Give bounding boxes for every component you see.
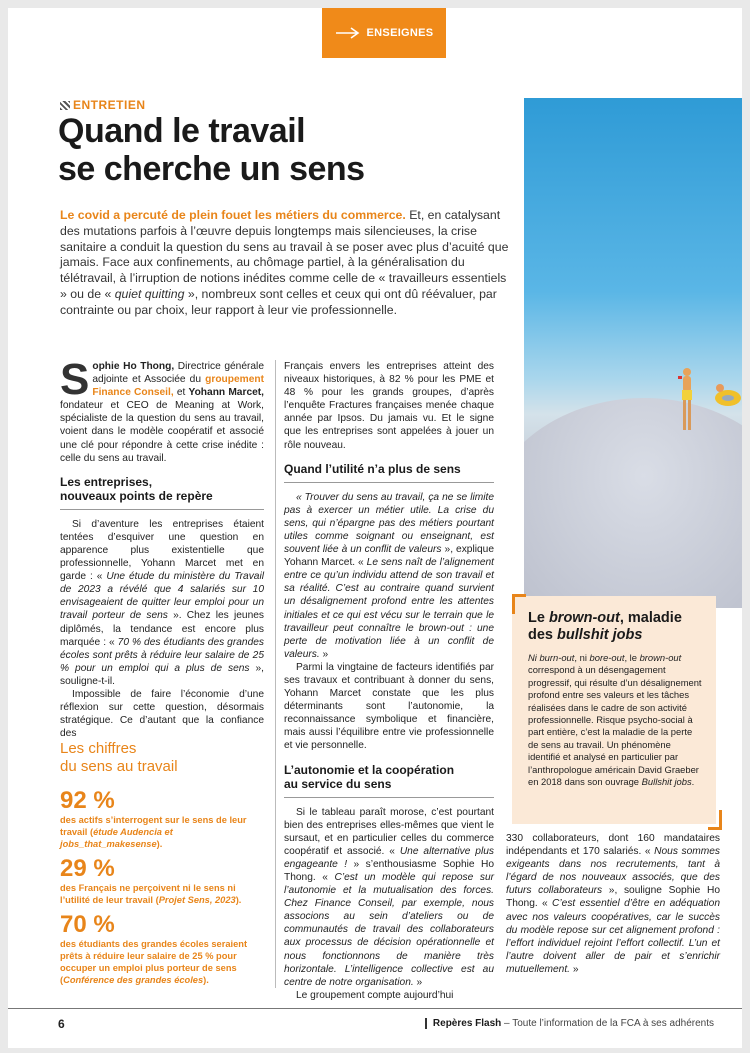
swim-ring-icon xyxy=(712,380,742,408)
stat-text: des Français ne perçoivent ni le sens ni l’utilité de leur travail (Projet Sens, 2023). xyxy=(60,883,242,905)
magazine-page xyxy=(8,8,742,1048)
brown-out-box xyxy=(512,596,716,824)
stat-text: des étudiants des grandes écoles seraient prêts à réduire leur salaire de 25 % pour occuper un emploi plus porteur de sens (Conférence des grandes écoles). xyxy=(60,939,248,985)
stat-value: 70 % xyxy=(60,911,115,938)
subheading-reperes: Les entreprises, nouveaux points de repère xyxy=(60,475,264,510)
column-2 xyxy=(284,360,494,1002)
subheading-autonomie: L’autonomie et la coopération au service du sens xyxy=(284,763,494,798)
paragraph: Impossible de faire l’économie d’une réflexion sur cette question, désormais stratégique. Ce d’autant que la confiance des xyxy=(60,688,264,740)
footer-brand: Repères Flash – Toute l’information de la FCA à ses adhérents xyxy=(425,1018,714,1029)
section-tag-label: ENSEIGNES xyxy=(366,27,434,39)
section-tag xyxy=(322,8,446,58)
stat-value: 29 % xyxy=(60,855,115,882)
corner-bracket xyxy=(708,810,722,830)
paragraph: 330 collaborateurs, dont 160 mandataires indépendants et 170 salariés. « Nous sommes exigeants dans nos recrutements, tant à l’égard de nos nouveaux associés, que des futurs collaborateurs », souligne Sophie Ho Thong. « C’est essentiel d’être en adéquation avec nos valeurs coopératives, car le succès du modèle repose sur cet alignement profond : l’effort individuel rejoint l’effort collectif. L’un et l’autre doivent aller de pair et s’enrichir mutuellement. » xyxy=(506,833,721,975)
miniature-figure-icon xyxy=(678,366,696,438)
article-lead: Le covid a percuté de plein fouet les métiers du commerce. Et, en catalysant des mutations parfois à l’œuvre depuis longtemps mais silencieuses, la crise sanitaire a conduit la question du sens au travail à se poser avec plus d’acuité que jamais. Face aux confinements, au chômage partiel, à la généralisation du télétravail, à l’irruption de notions inédites comme celle de « travailleurs essentiels » ou de « quiet quitting », nombreux sont celles et ceux qui ont dû réévaluer, par contrainte ou par choix, leur rapport à leur vie professionnelle. xyxy=(60,208,509,317)
column-divider xyxy=(275,360,276,988)
arrow-right-icon xyxy=(335,26,361,40)
stat-text: des actifs s’interrogent sur le sens de leur travail (étude Audencia et jobs_that_makesense). xyxy=(60,815,247,849)
column-1 xyxy=(60,355,265,740)
article-title: Quand le travail se cherche un sens xyxy=(58,112,365,188)
stats-panel xyxy=(60,740,264,992)
paragraph: Si le tableau paraît morose, c’est pourtant bien des entreprises elles-mêmes que vient le sursaut, et en particulier celles du commerce coopératif et associé. « Une alternative plus engageante ! » s’enthousiasme Sophie Ho Thong. « C’est un modèle qui repose sur l’autonomie et la mutualisation des forces. Chez Finance Conseil, par exemple, nous associons au sein d’ateliers ou de communautés de travail des collaborateurs aux processus de décision opérationnelle et nous fonctionnons de manière très horizontale. L’intelligence collective est au centre de notre organisation. » xyxy=(284,806,494,988)
box-title: Le brown-out, maladie des bullshit jobs xyxy=(528,610,682,643)
stat-item xyxy=(60,856,264,906)
intro-paragraph: Sophie Ho Thong, Directrice générale adjointe et Associée du groupement Finance Conseil, et Yohann Marcet, fondateur et CEO de Meaning at Work, spécialiste de la question du sens au travail, voient dans le modèle coopératif et associé une clé pour répondre à cette crise inédite : celle du sens au travail. xyxy=(60,355,264,464)
page-number: 6 xyxy=(58,1017,65,1031)
page-footer xyxy=(8,1008,742,1048)
beach-photo xyxy=(524,98,742,608)
category-label: ENTRETIEN xyxy=(60,98,146,112)
paragraph: Français envers les entreprises atteint des niveaux historiques, à 82 % pour les PME et 48 % pour les grands groupes, d’après l’enquête Fractures françaises menée chaque année par Ipsos. Du jamais vu. Et le signe que les entreprises sont appelées à jouer un rôle nouveau. xyxy=(284,361,494,451)
stat-item xyxy=(60,788,264,850)
corner-bracket xyxy=(512,594,526,614)
column-3 xyxy=(506,832,720,976)
subheading-utilite: Quand l’utilité n’a plus de sens xyxy=(284,462,494,483)
paragraph: Si d’aventure les entreprises étaient tentées d’esquiver une question en apparence plus existentielle que professionnelle, Yohann Marcet met en garde : « Une étude du ministère du Travail de 2023 a révélé que 4 salariés sur 10 envisageaient de quitter leur emploi pour un travail porteur de sens ». Chez les jeunes diplômés, la tendance est encore plus marquée : « 70 % des étudiants des grandes écoles sont prêts à réduire leur salaire de 25 % pour un emploi qui a plus de sens », souligne-t-il. xyxy=(60,518,265,687)
stat-value: 92 % xyxy=(60,787,115,814)
paragraph: « Trouver du sens au travail, ça ne se limite pas à exercer un métier utile. La crise du sens, qui n’épargne pas des métiers pourtant utiles comme soignant ou enseignant, est souvent liée à un conflit de valeurs », explique Yohann Marcet. « Le sens naît de l’alignement entre ce qu’un individu attend de son travail et sa réalité. C’est au contraire quand survient un désalignement profond entre les attentes initiales et ce qui est vécu sur le terrain que le travailleur peut connaître le brown-out : une perte de motivation liée à un conflit de valeurs. » xyxy=(284,491,495,660)
paragraph: Le groupement compte aujourd’hui xyxy=(296,989,454,1001)
stat-item xyxy=(60,912,264,986)
photo-shore xyxy=(524,398,742,608)
paragraph: Parmi la vingtaine de facteurs identifiés par ses travaux et contribuant à donner du sens, Yohann Marcet constate que les plus déterminants sont l’autonomie, la reconnaissance symbolique et financière, mais aussi l’équilibre entre vie professionnelle et vie personnelle. xyxy=(284,661,494,752)
box-text: Ni burn-out, ni bore-out, le brown-out correspond à un désengagement progressif, qui résulte d’un désalignement profond entre ses valeurs et les tâches réalisées dans le cadre de son activité professionnelle. Risque psycho-social à part entière, c’est la maladie de la perte de sens au travail. Un phénomène identifié et analysé en particulier par l’anthropologue américain David Graeber en 2018 dans son ouvrage Bullshit jobs. xyxy=(528,652,702,788)
stats-heading: Les chiffres du sens au travail xyxy=(60,740,178,775)
hatch-icon xyxy=(60,101,70,110)
drop-cap: S xyxy=(60,355,90,404)
